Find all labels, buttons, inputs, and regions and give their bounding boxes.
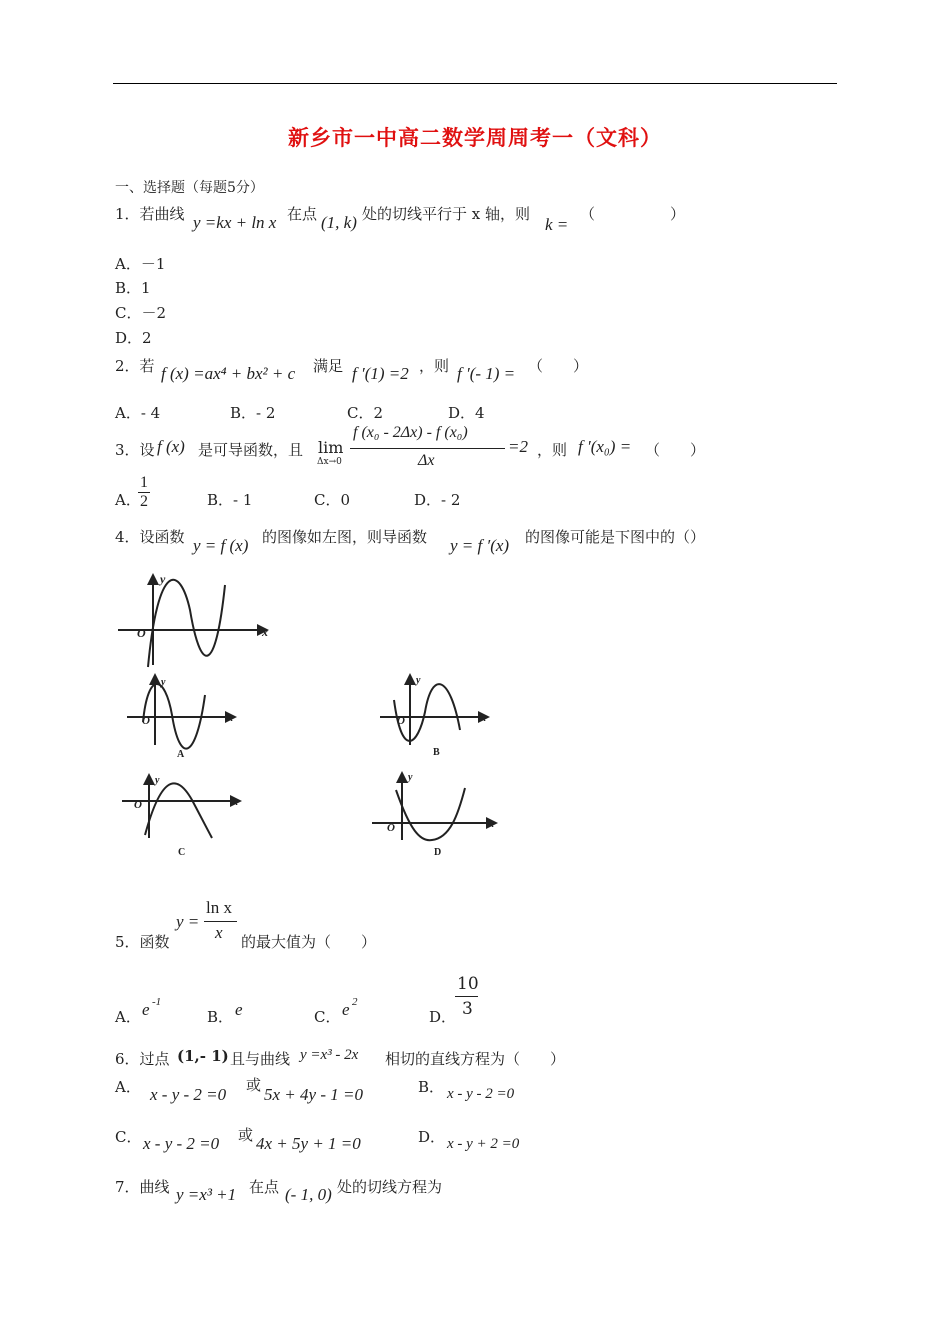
q1-expr: y =kx + ln x bbox=[193, 213, 277, 232]
q4-stem-c: 的图像可能是下图中的（） bbox=[525, 528, 706, 546]
q3-option-c: C．0 bbox=[314, 491, 351, 509]
q4-stem-b: 的图像如左图，则导函数 bbox=[262, 528, 428, 546]
q2-stem-c: ，则 bbox=[419, 357, 450, 375]
q1-k-expr: k = bbox=[545, 215, 569, 234]
label-d: D bbox=[434, 847, 442, 858]
q4-dfn: y = f ′(x) bbox=[450, 536, 510, 555]
q3-option-a-label: A． bbox=[115, 491, 141, 509]
d-axis-x-label: x bbox=[489, 819, 494, 830]
q6-option-c-label: C． bbox=[115, 1128, 142, 1146]
q5-stem-a: 5．函数 bbox=[115, 933, 170, 951]
label-b: B bbox=[433, 747, 440, 758]
q1-option-d: D．2 bbox=[115, 329, 152, 347]
q5-option-a-exp: -1 bbox=[152, 996, 162, 1008]
q3-option-b: B．- 1 bbox=[207, 491, 253, 509]
q5-option-b-label: B． bbox=[207, 1008, 234, 1026]
q2-stem-a: 2．若 bbox=[115, 357, 155, 375]
q6-option-a-or: 或 bbox=[246, 1076, 262, 1094]
q3-option-d: D．- 2 bbox=[414, 491, 461, 509]
q1-option-b: B．1 bbox=[115, 279, 151, 297]
q6-option-d-eq: x - y + 2 =0 bbox=[447, 1136, 520, 1152]
q7-stem-a: 7．曲线 bbox=[115, 1178, 170, 1196]
q5-option-a-label: A． bbox=[115, 1008, 141, 1026]
q7-stem-b: 在点 bbox=[249, 1178, 280, 1196]
q5-option-d-num: 10 bbox=[457, 974, 479, 994]
q3-paren: （ ） bbox=[645, 441, 706, 459]
q2-cond: f ′(1) =2 bbox=[352, 364, 409, 383]
q3-option-a-num: 1 bbox=[140, 474, 148, 491]
q6-curve: y =x³ - 2x bbox=[300, 1047, 359, 1063]
q1-option-a: A．－1 bbox=[115, 255, 166, 273]
page-title: 新乡市一中高二数学周周考一（文科） bbox=[288, 126, 662, 150]
a-axis-x-label: x bbox=[228, 713, 233, 724]
q2-option-a: A．- 4 bbox=[115, 404, 161, 422]
main-axis-y-label: y bbox=[160, 572, 166, 586]
graph-option-a bbox=[127, 675, 235, 749]
q2-option-d: D．4 bbox=[448, 404, 485, 422]
q6-option-a-eq2: 5x + 4y - 1 =0 bbox=[264, 1085, 363, 1104]
q4-fn: y = f (x) bbox=[193, 536, 249, 555]
q3-option-a-den: 2 bbox=[140, 493, 148, 510]
b-axis-x-label: x bbox=[481, 713, 486, 724]
q6-option-c-eq1: x - y - 2 =0 bbox=[143, 1134, 220, 1153]
q2-option-c: C．2 bbox=[347, 404, 384, 422]
q3-stem-c: ，则 bbox=[537, 441, 568, 459]
c-axis-x-label: x bbox=[233, 797, 238, 808]
c-axis-y-label: y bbox=[155, 775, 160, 786]
q4-stem-a: 4．设函数 bbox=[115, 528, 185, 546]
q5-option-d-den: 3 bbox=[462, 999, 473, 1019]
main-axis-x-label: x bbox=[262, 625, 268, 639]
a-origin-label: O bbox=[142, 715, 150, 727]
q3-stem-a: 3．设 bbox=[115, 441, 155, 459]
a-axis-y-label: y bbox=[161, 677, 166, 688]
q6-option-b-label: B． bbox=[418, 1078, 445, 1096]
q5-option-c-exp: 2 bbox=[352, 996, 358, 1008]
q6-option-d-label: D． bbox=[418, 1128, 446, 1146]
q2-expr: f (x) =ax⁴ + bx² + c bbox=[161, 364, 296, 383]
q7-stem-c: 处的切线方程为 bbox=[337, 1178, 443, 1196]
section-heading: 一、选择题（每题5分） bbox=[115, 180, 264, 196]
q6-option-c-or: 或 bbox=[238, 1126, 254, 1144]
q7-point: (- 1, 0) bbox=[285, 1185, 332, 1204]
q6-option-a-label: A． bbox=[115, 1078, 141, 1096]
q3-lim: lim bbox=[318, 438, 344, 457]
q3-fx: f (x) bbox=[157, 437, 185, 456]
q2-ask: f ′(- 1) = bbox=[457, 364, 516, 383]
q5-denominator: x bbox=[215, 923, 223, 942]
graph-option-b bbox=[380, 675, 488, 745]
q2-option-b: B．- 2 bbox=[230, 404, 276, 422]
q5-option-d-bar bbox=[455, 996, 478, 997]
q6-stem-b: 且与曲线 bbox=[230, 1050, 291, 1068]
q6-option-a-eq1: x - y - 2 =0 bbox=[150, 1085, 227, 1104]
q6-stem-a: 6．过点 bbox=[115, 1050, 170, 1068]
c-origin-label: O bbox=[134, 799, 142, 811]
q5-option-a-base: e bbox=[142, 1000, 150, 1019]
b-origin-label: O bbox=[397, 715, 405, 727]
q6-point: (1,- 1) bbox=[177, 1047, 229, 1065]
q3-ask: f ′(x₀) = bbox=[578, 437, 632, 456]
q5-fraction-bar bbox=[204, 921, 237, 922]
q3-denominator: Δx bbox=[418, 452, 435, 469]
q5-stem-b: 的最大值为（ ） bbox=[241, 933, 377, 951]
q7-curve: y =x³ +1 bbox=[176, 1185, 237, 1204]
q5-option-b-value: e bbox=[235, 1000, 243, 1019]
q1-paren: （ ） bbox=[580, 205, 686, 223]
q3-numerator: f (x₀ - 2Δx) - f (x₀) bbox=[353, 424, 468, 441]
q2-paren: （ ） bbox=[528, 357, 589, 375]
q5-option-c-label: C． bbox=[314, 1008, 341, 1026]
q5-numerator: ln x bbox=[206, 898, 232, 917]
q1-stem-b: 在点 bbox=[287, 205, 318, 223]
q2-stem-b: 满足 bbox=[313, 357, 344, 375]
q6-option-c-eq2: 4x + 5y + 1 =0 bbox=[256, 1134, 361, 1153]
q6-stem-c: 相切的直线方程为（ ） bbox=[385, 1050, 566, 1068]
q5-option-c-base: e bbox=[342, 1000, 350, 1019]
q1-option-c: C．－2 bbox=[115, 304, 167, 322]
q3-lim-sub: Δx→0 bbox=[317, 457, 342, 467]
q3-eq: =2 bbox=[508, 437, 528, 456]
main-origin-label: O bbox=[137, 626, 146, 640]
q3-stem-b: 是可导函数，且 bbox=[198, 441, 304, 459]
q1-stem-a: 1．若曲线 bbox=[115, 205, 185, 223]
b-axis-y-label: y bbox=[416, 675, 421, 686]
q5-y: y = bbox=[176, 912, 200, 931]
label-c: C bbox=[178, 847, 186, 858]
d-axis-y-label: y bbox=[408, 772, 413, 783]
q1-stem-c: 处的切线平行于 x 轴，则 bbox=[362, 205, 530, 223]
q6-option-b-eq: x - y - 2 =0 bbox=[447, 1086, 515, 1102]
graph-fx bbox=[118, 575, 267, 667]
label-a: A bbox=[177, 749, 185, 760]
q5-option-d-label: D． bbox=[429, 1008, 457, 1026]
d-origin-label: O bbox=[387, 822, 395, 834]
q1-point: (1, k) bbox=[321, 213, 357, 232]
